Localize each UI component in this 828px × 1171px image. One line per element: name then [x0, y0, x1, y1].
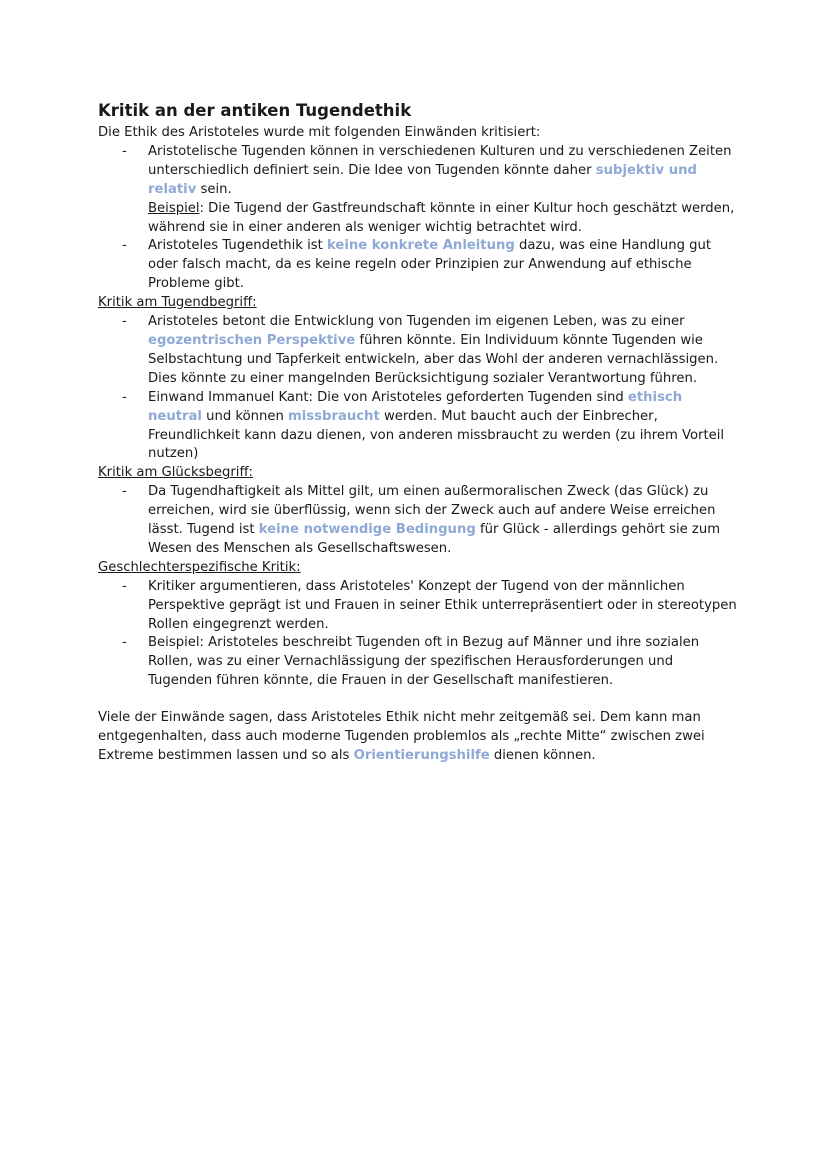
intro-paragraph: Die Ethik des Aristoteles wurde mit folgenden Einwänden kritisiert: — [98, 125, 541, 140]
closing-text: dienen können. — [489, 748, 596, 763]
page-title: Kritik an der antiken Tugendethik — [98, 101, 412, 120]
example-label: Beispiel — [148, 200, 200, 216]
bullet-dash: - — [122, 314, 127, 330]
highlight-term: egozentrischen Perspektive — [148, 332, 356, 348]
highlight-term: ethisch neutral — [148, 389, 683, 424]
bullet-dash: - — [122, 484, 127, 500]
bullet-dash: - — [122, 238, 127, 254]
section-heading: Kritik am Tugendbegriff: — [98, 295, 257, 311]
bullet-text: dazu, was eine Handlung gut oder falsch macht, da es keine regeln oder Prinzipien zur Anwendung auf ethische Probleme gibt. — [148, 238, 712, 292]
bullet-text: führen könnte. Ein Individuum könnte Tugenden wie Selbstachtung und Tapferkeit entwickeln, aber das Wohl der anderen vernachlässigen. Dies könnte zu einer mangelnden Berücksichtigung sozialer Verantwortung führen. — [148, 332, 719, 386]
highlight-term: keine konkrete Anleitung — [327, 238, 515, 254]
bullet-text: Da Tugendhaftigkeit als Mittel gilt, um einen außermoralischen Zweck (das Glück) zu erreichen, wird sie überflüssig, wenn sich der Zweck auch auf andere Weise erreichen lässt. Tugend ist — [148, 484, 716, 538]
bullet-text: für Glück - allerdings gehört sie zum Wesen des Menschen als Gesellschaftswesen. — [148, 522, 721, 556]
bullet-dash: - — [122, 578, 127, 594]
highlight-term: missbraucht — [288, 408, 380, 424]
list-item — [98, 313, 738, 389]
objections-list — [98, 143, 738, 294]
bullet-text: sein. — [196, 181, 232, 197]
highlight-term: subjektiv und relativ — [148, 162, 697, 197]
list-item — [98, 634, 738, 691]
list-item — [98, 578, 738, 635]
bullet-dash: - — [122, 635, 127, 651]
document-content — [98, 100, 738, 766]
example-text: : Die Tugend der Gastfreundschaft könnte in einer Kultur hoch geschätzt werden, während sie in einer anderen als weniger wichtig betrachtet wird. — [148, 200, 735, 235]
bullet-text: und können — [201, 408, 289, 424]
closing-paragraph — [98, 709, 738, 766]
highlight-term: Orientierungshilfe — [353, 748, 490, 763]
list-item — [98, 483, 738, 559]
bullet-text: Aristoteles Tugendethik ist — [148, 238, 327, 254]
bullet-text: Aristoteles betont die Entwicklung von Tugenden im eigenen Leben, was zu einer — [148, 314, 685, 330]
section-heading: Kritik am Glücksbegriff: — [98, 465, 253, 481]
closing-text: Viele der Einwände sagen, dass Aristoteles Ethik nicht mehr zeitgemäß sei. Dem kann man entgegenhalten, dass auch moderne Tugenden problemlos als „rechte Mitte“ zwischen zwei Extreme bestimmen lassen und so als — [98, 710, 705, 763]
bullet-text: Kritiker argumentieren, dass Aristoteles' Konzept der Tugend von der männlichen Perspektive geprägt ist und Frauen in seiner Ethik unterrepräsentiert oder in stereotypen Rollen eingegrenzt werden. — [148, 578, 737, 632]
list-item — [98, 389, 738, 465]
geschlechter-list — [98, 578, 738, 691]
bullet-text: Aristotelische Tugenden können in verschiedenen Kulturen und zu verschiedenen Zeiten unterschiedlich definiert sein. Die Idee von Tugenden könnte daher — [148, 143, 732, 178]
list-item — [98, 237, 738, 294]
list-item — [98, 143, 738, 238]
bullet-text: Einwand Immanuel Kant: Die von Aristoteles geforderten Tugenden sind — [148, 389, 628, 405]
bullet-text: Beispiel: Aristoteles beschreibt Tugenden oft in Bezug auf Männer und ihre sozialen Rollen, was zu einer Vernachlässigung der spezifischen Herausforderungen und Tugenden führen könnte, die Frauen in der Gesellschaft manifestieren. — [148, 635, 700, 689]
bullet-dash: - — [122, 389, 127, 405]
highlight-term: keine notwendige Bedingung — [258, 522, 476, 538]
bullet-dash: - — [122, 143, 127, 159]
tugendbegriff-list — [98, 313, 738, 464]
section-heading: Geschlechterspezifische Kritik: — [98, 559, 301, 575]
bullet-text: werden. Mut baucht auch der Einbrecher, Freundlichkeit kann dazu dienen, von anderen missbraucht zu werden (zu ihrem Vorteil nutzen) — [148, 408, 725, 462]
gluecksbegriff-list — [98, 483, 738, 559]
